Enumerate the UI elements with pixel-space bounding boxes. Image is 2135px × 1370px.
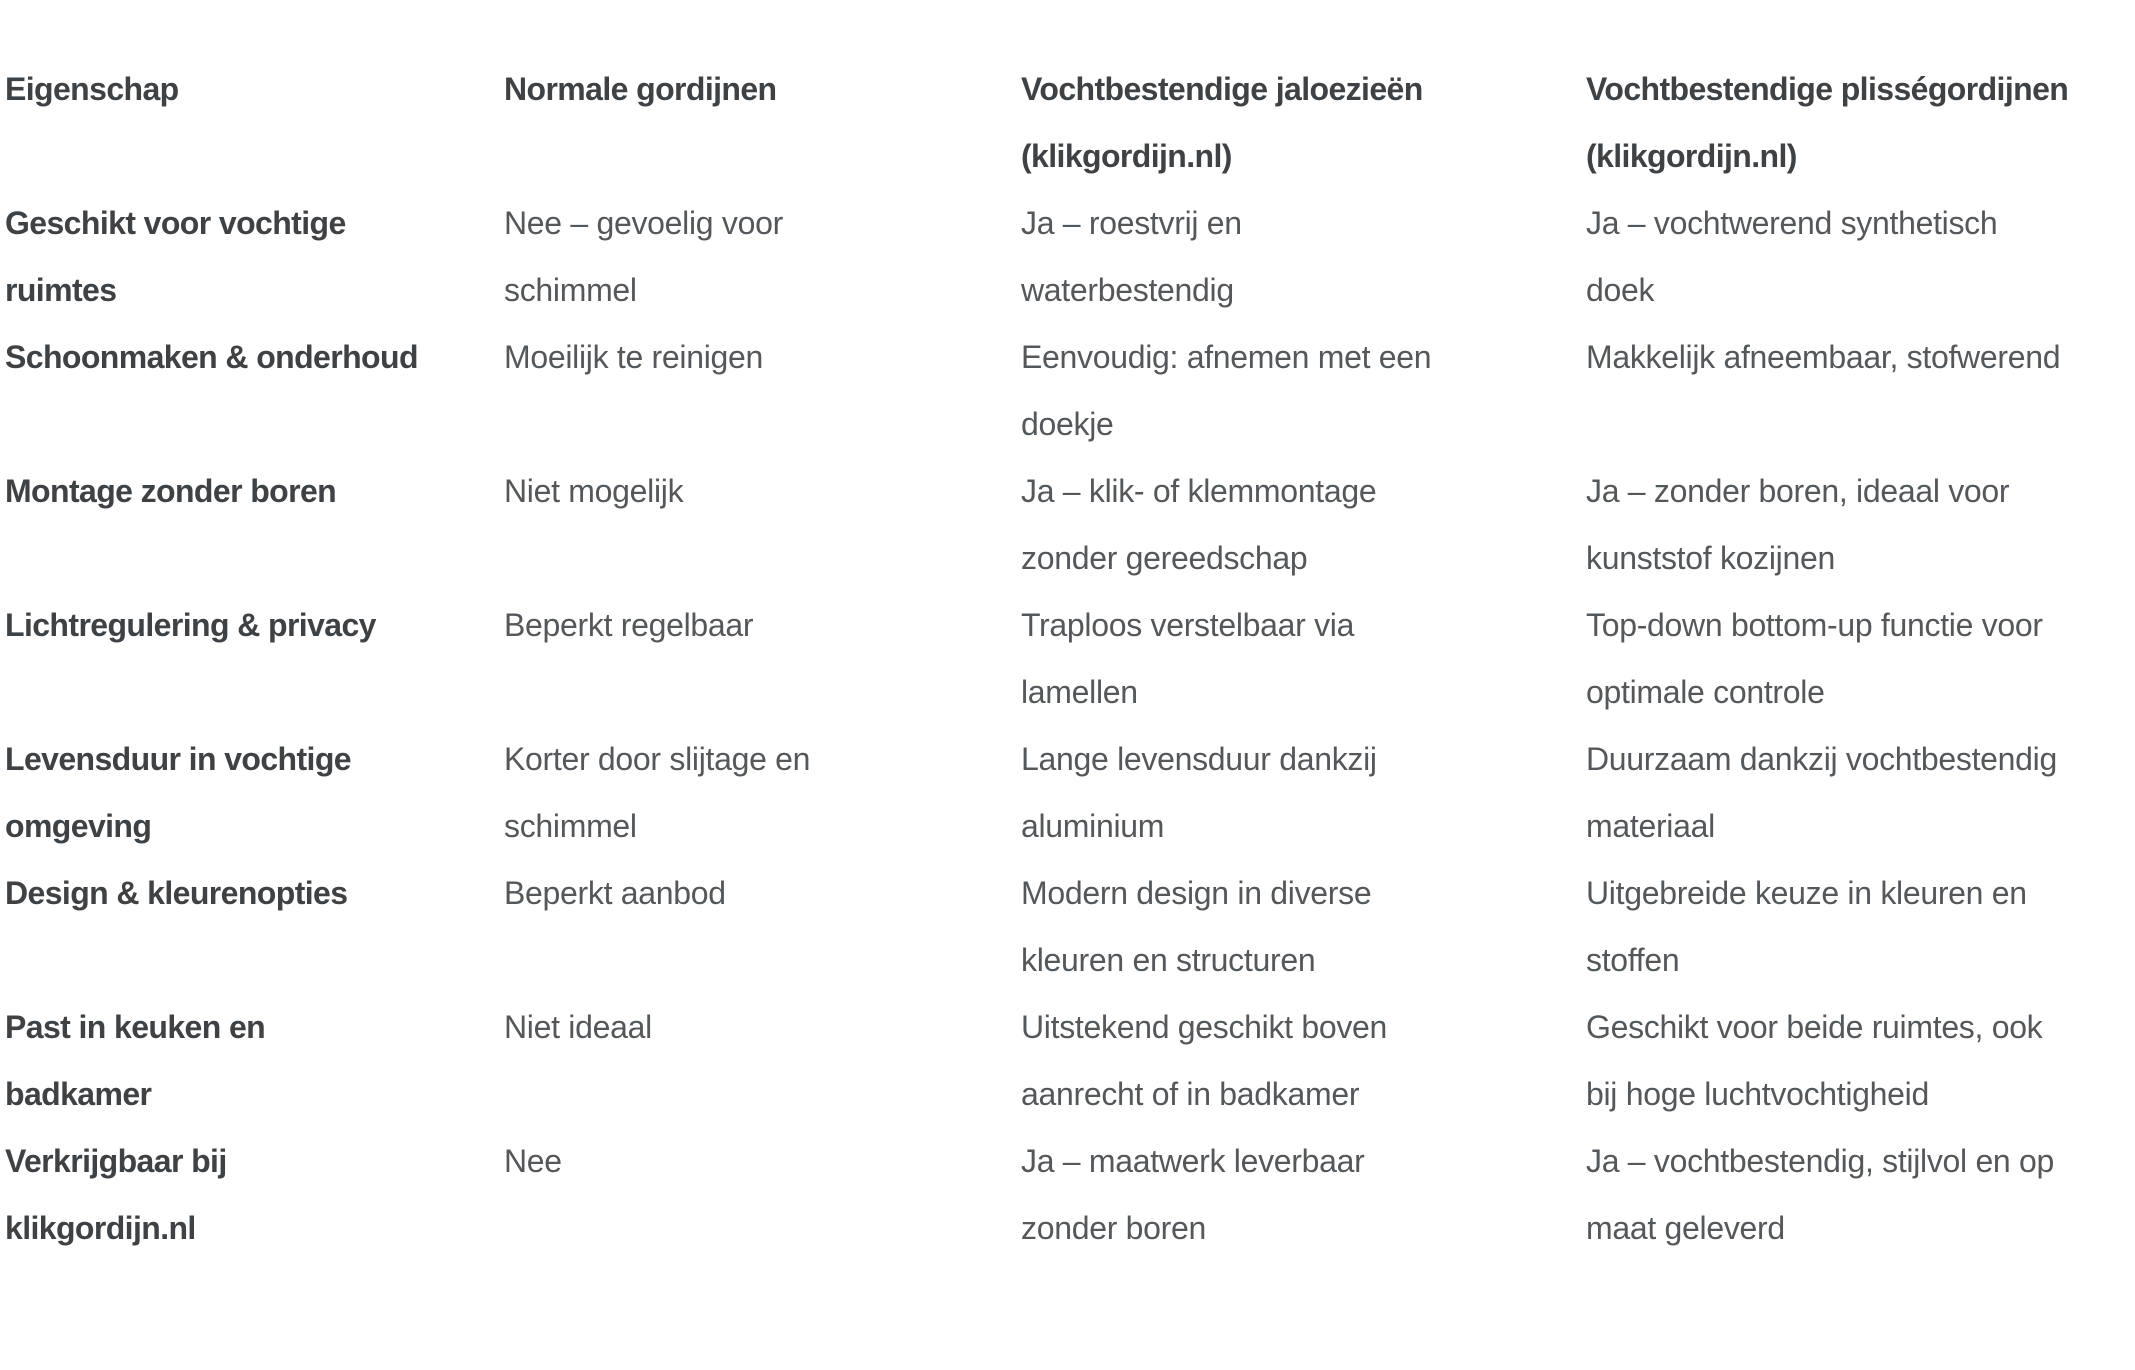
row-label-schoonmaken-onderhoud: Schoonmaken & onderhoud (5, 339, 418, 375)
table-cell: Geschikt voor beide ruimtes, ook bij hoge luchtvochtigheid (1586, 1009, 2043, 1112)
col-header-vochtbestendige-plissegordijnen: Vochtbestendige plisségordijnen (klikgordijn.nl) (1586, 71, 2069, 174)
table-cell: Uitgebreide keuze in kleuren en stoffen (1586, 875, 2027, 978)
table-cell: Ja – zonder boren, ideaal voor kunststof kozijnen (1586, 473, 2010, 576)
col-header-vochtbestendige-jaloezieen: Vochtbestendige jaloezieën (klikgordijn.nl) (1021, 71, 1423, 174)
table-cell: Traploos verstelbaar via lamellen (1021, 607, 1355, 710)
table-cell: Ja – roestvrij en waterbestendig (1021, 205, 1242, 308)
table-cell: Uitstekend geschikt boven aanrecht of in badkamer (1021, 1009, 1388, 1112)
row-label-levensduur-vochtige-omgeving: Levensduur in vochtige omgeving (5, 741, 351, 844)
table-cell: Modern design in diverse kleuren en structuren (1021, 875, 1372, 978)
table-cell: Eenvoudig: afnemen met een doekje (1021, 339, 1432, 442)
row-label-montage-zonder-boren: Montage zonder boren (5, 473, 337, 509)
table-cell: Moeilijk te reinigen (504, 339, 764, 375)
table-cell: Lange levensduur dankzij aluminium (1021, 741, 1377, 844)
row-label-past-in-keuken-en-badkamer: Past in keuken en badkamer (5, 1009, 266, 1112)
table-cell: Ja – maatwerk leverbaar zonder boren (1021, 1143, 1365, 1246)
table-cell: Beperkt regelbaar (504, 607, 754, 643)
table-cell: Ja – klik- of klemmontage zonder gereedschap (1021, 473, 1377, 576)
table-cell: Niet mogelijk (504, 473, 684, 509)
table-cell: Korter door slijtage en schimmel (504, 741, 811, 844)
row-label-verkrijgbaar-bij-klikgordijn: Verkrijgbaar bij klikgordijn.nl (5, 1143, 227, 1246)
col-header-normale-gordijnen: Normale gordijnen (504, 71, 777, 107)
table-cell: Niet ideaal (504, 1009, 652, 1045)
table-cell: Ja – vochtwerend synthetisch doek (1586, 205, 1998, 308)
table-cell: Makkelijk afneembaar, stofwerend (1586, 339, 2061, 375)
table-cell: Nee – gevoelig voor schimmel (504, 205, 783, 308)
row-label-geschikt-voor-vochtige-ruimtes: Geschikt voor vochtige ruimtes (5, 205, 346, 308)
row-label-design-kleurenopties: Design & kleurenopties (5, 875, 348, 911)
table-cell: Duurzaam dankzij vochtbestendig materiaal (1586, 741, 2057, 844)
table-cell: Top-down bottom-up functie voor optimale controle (1586, 607, 2043, 710)
table-cell: Beperkt aanbod (504, 875, 726, 911)
row-label-lichtregulering-privacy: Lichtregulering & privacy (5, 607, 376, 643)
table-cell: Nee (504, 1143, 562, 1179)
table-cell: Ja – vochtbestendig, stijlvol en op maat geleverd (1586, 1143, 2055, 1246)
col-header-eigenschap: Eigenschap (5, 71, 179, 107)
